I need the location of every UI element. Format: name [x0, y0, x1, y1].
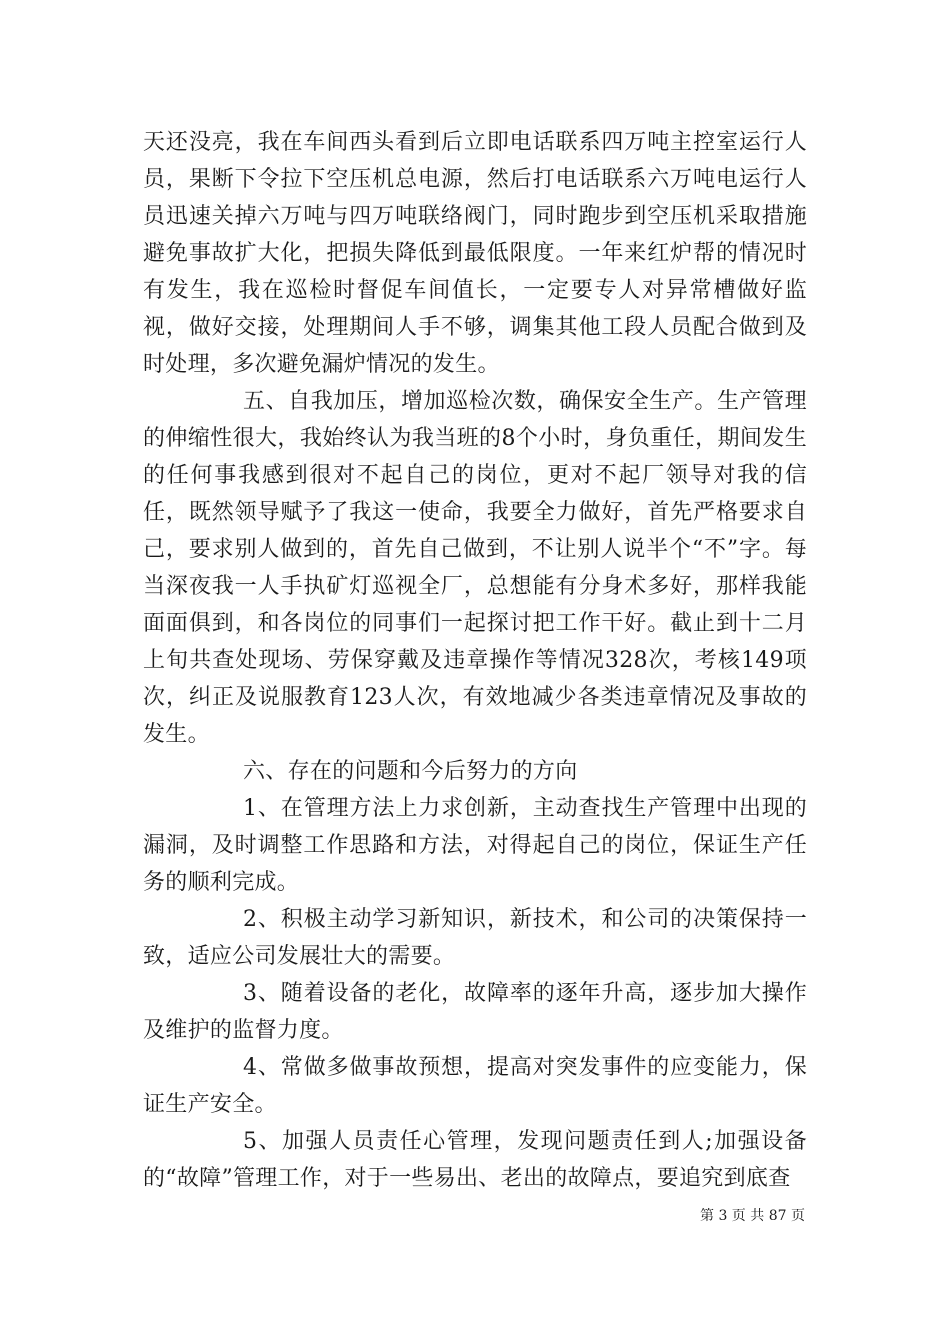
- page-number-footer: 第 3 页 共 87 页: [700, 1208, 805, 1224]
- document-body: [143, 124, 807, 1197]
- list-item-3: 3、随着设备的老化，故障率的逐年升高，逐步加大操作及维护的监督力度。: [143, 981, 807, 1043]
- section-heading-six: 六、存在的问题和今后努力的方向: [243, 759, 578, 784]
- paragraph-continuation: 天还没亮，我在车间西头看到后立即电话联系四万吨主控室运行人员，果断下令拉下空压机总电源，然后打电话联系六万吨电运行人员迅速关掉六万吨与四万吨联络阀门，同时跑步到空压机采取措施避免事故扩大化，把损失降低到最低限度。一年来红炉帮的情况时有发生，我在巡检时督促车间值长，一定要专人对异常槽做好监视，做好交接，处理期间人手不够，调集其他工段人员配合做到及时处理，多次避免漏炉情况的发生。: [143, 130, 807, 377]
- list-item-4: 4、常做多做事故预想，提高对突发事件的应变能力，保证生产安全。: [143, 1055, 807, 1117]
- paragraph-section-five: 五、自我加压，增加巡检次数，确保安全生产。生产管理的伸缩性很大，我始终认为我当班的8个小时，身负重任，期间发生的任何事我感到很对不起自己的岗位，更对不起厂领导对我的信任，既然领导赋予了我这一使命，我要全力做好，首先严格要求自己，要求别人做到的，首先自己做到，不让别人说半个“不”字。每当深夜我一人手执矿灯巡视全厂，总想能有分身术多好，那样我能面面俱到，和各岗位的同事们一起探讨把工作干好。截止到十二月上旬共查处现场、劳保穿戴及违章操作等情况328次，考核149项次，纠正及说服教育123人次，有效地减少各类违章情况及事故的发生。: [143, 389, 807, 747]
- list-item-5: 5、加强人员责任心管理，发现问题责任到人;加强设备的“故障”管理工作，对于一些易出、老出的故障点，要追究到底查: [143, 1129, 807, 1191]
- list-item-1: 1、在管理方法上力求创新，主动查找生产管理中出现的漏洞，及时调整工作思路和方法，对得起自己的岗位，保证生产任务的顺利完成。: [143, 796, 807, 895]
- list-item-2: 2、积极主动学习新知识，新技术，和公司的决策保持一致，适应公司发展壮大的需要。: [143, 907, 807, 969]
